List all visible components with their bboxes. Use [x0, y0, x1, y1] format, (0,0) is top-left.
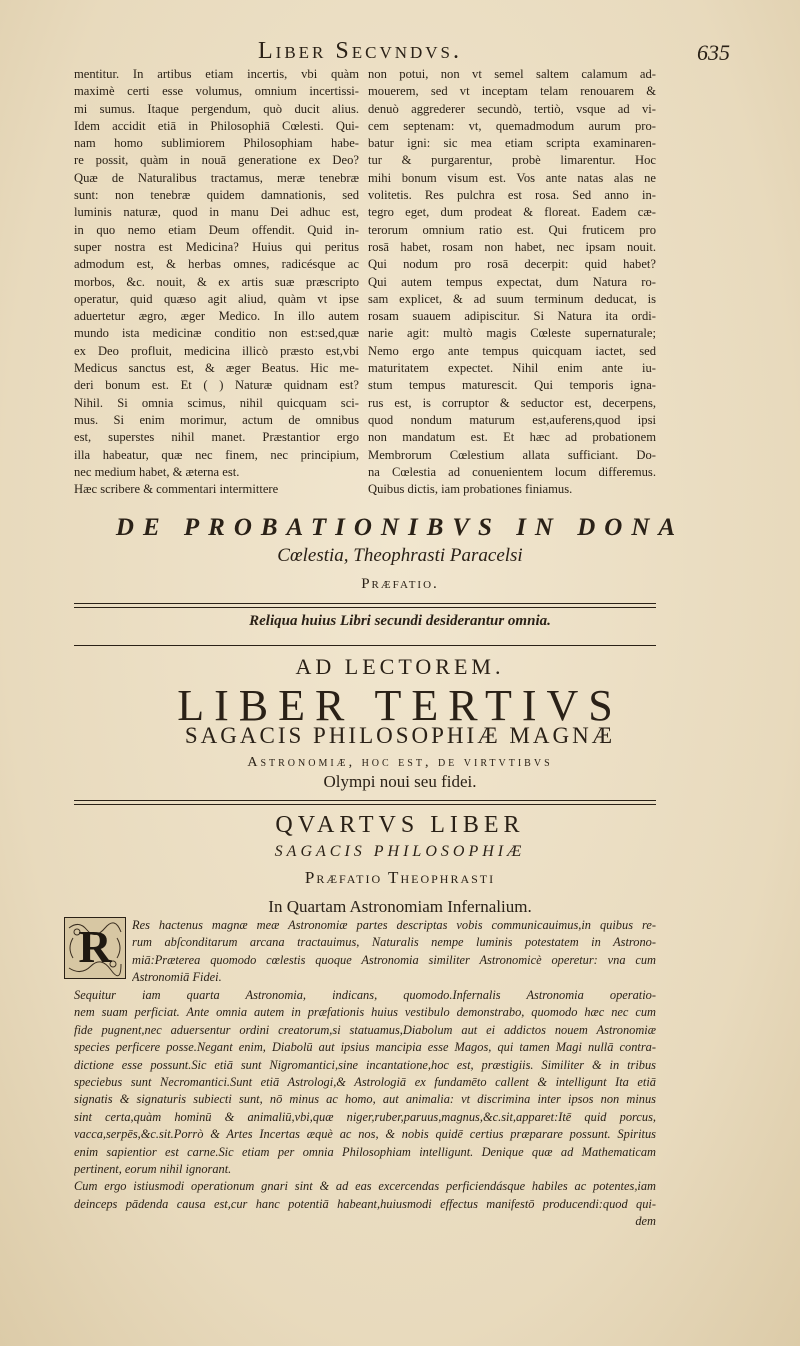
section-praefatio: Præfatio. [361, 576, 439, 592]
decorated-initial [64, 917, 126, 979]
text-line: est, superstes nihil manet. Præstantior ergo [74, 430, 359, 445]
divider-rule [74, 603, 656, 608]
text-line: Nihil. Si omnia scimus, nihil quicquam sci- [74, 395, 359, 410]
quartus-heading: In Quartam Astronomiam Infernalium. [268, 897, 532, 916]
text-line: super nostra est Medicina? Huius qui peritus [74, 239, 359, 254]
text-line: mentitur. In artibus etiam incertis, vbi quàm [74, 67, 359, 81]
text-line: non mandatum est. Et hæc ad probationem [368, 430, 656, 445]
text-line: signatis & signaturis subiecti sunt, nō minus ac homo, aut animalia: vt discrimina inter ipsos non minus [74, 1092, 656, 1107]
text-line: mundo ista medicinæ conditio non est:sed,quæ [74, 326, 359, 341]
text-line: dictione esse possunt.Sic etiā sunt Nigromantici,sine incantatione,hoc est, præstigiis. Similiter & in tribus [74, 1057, 656, 1072]
text-line: deri bonum est. Et ( ) Naturæ quidnam est? [74, 378, 359, 393]
text-line: in quo nemo etiam Deum offendit. Quid in- [74, 222, 359, 237]
initial-letter: R [78, 921, 112, 972]
text-line: deinceps pādenda causa est,cur hanc potentiā habeant,huiusmodi effectus manifestō producendi:quod qui- [74, 1196, 656, 1211]
text-line: aduertetur ægro, æger Medico. In illo autem [74, 309, 359, 324]
text-line: na Cœlestia ad conuenientem locum differemus. [368, 464, 656, 479]
text-line: ex Deo profluit, medicina illicò præsto est,vbi [74, 343, 359, 358]
page-number: 635 [697, 40, 730, 65]
text-line: narie agit: multò magis Cœleste supernaturale; [368, 326, 656, 341]
text-line: quod nondum maturum est,auferens,quod ipsi [368, 412, 656, 427]
text-line: maturitatem expectet. Nihil enim ante iu- [368, 361, 656, 376]
text-line: Cum ergo istiusmodi operationum gnari sint & ad eas excercendas perficiendásque habiles ac potentes,iam [74, 1179, 656, 1194]
text-line: non potui, non vt semel saltem calamum ad- [368, 67, 656, 81]
text-line: mihi bonum visum est. Vos ante natas alas ne [368, 170, 656, 185]
text-line: Res hactenus magnæ meæ Astronomiæ partes descriptas vobis communicauimus,in quibus re- [132, 918, 656, 932]
liber-tertius-line3: Astronomiæ, hoc est, de virtvtibvs [247, 755, 553, 770]
text-line: species perficere posse.Negant enim, Diabolū aut ipsius mancipia esse Magos, qui tamen Magi nullā contra- [74, 1040, 656, 1055]
quartus-praefatio: Præfatio Theophrasti [304, 868, 496, 887]
text-line: tur & purgarentur, probè limarentur. Hoc [368, 153, 656, 168]
text-line: Quibus dictis, iam probationes finiamus. [368, 482, 573, 497]
text-line: Qui autem tempus expectat, dum Natura ro- [368, 274, 656, 289]
text-line: volitetis. Res pulchra est rosa. Sed anno in- [368, 188, 656, 203]
missing-note: Reliqua huius Libri secundi desiderantur omnia. [249, 613, 551, 629]
text-line: Astronomiā Fidei. [132, 970, 222, 985]
text-line: Hæc scribere & commentari intermittere [74, 482, 279, 497]
ad-lectorem-heading: AD LECTOREM. [295, 654, 505, 679]
text-line: denuò aggrederer secundò, tertiò, vsque ad vi- [368, 101, 656, 116]
text-line: pertinent, eorum nihil ignorant. [74, 1162, 232, 1177]
text-line: Membrorum Cœlestium allata sufficiant. Do- [368, 447, 656, 462]
text-line: batur igni: sic mea etiam scripta examinaren- [368, 136, 656, 151]
running-title: Liber Secvndvs. [258, 38, 463, 64]
divider-rule [74, 800, 656, 805]
divider-rule [74, 645, 656, 646]
text-line: nec medium habet, & æterna est. [74, 464, 240, 479]
text-line: Idem accidit etiā in Philosophiā Cœlesti. Qui- [74, 118, 359, 133]
section-title: DE PROBATIONIBVS IN DONA [115, 514, 685, 541]
intro-paragraph [132, 917, 656, 987]
text-line: stum tempus maturescit. Qui temporis igna- [368, 378, 656, 393]
text-line: nem suam perficiat. Ante omnia autem in præfationis huius vestibulo demonstrabo, quomodo hæc nec cum [74, 1005, 656, 1020]
text-line: mouerem, sed vt inceptam telam renouarem & [368, 84, 656, 99]
text-line: Medicus sanctus est, & æger Beatus. Hic me- [74, 361, 359, 376]
text-line: sam explicet, & ad suum terminum deducat, is [368, 291, 656, 306]
text-line: operatur, quid quæso agit aliud, quàm vt ipse [74, 291, 359, 306]
text-line: maximè certi esse volumus, omnium incertissi- [74, 84, 359, 99]
text-line: illa habeatur, quæ nec finem, nec principium, [74, 447, 359, 462]
quartus-subtitle: SAGACIS PHILOSOPHIÆ [274, 843, 526, 860]
text-line: sint certa,quàm hominū & animaliū,vbi,quæ niger,ruber,paruus,magnus,&c.sit,apparet:Itē quid porcus, [74, 1109, 656, 1124]
text-line: vacca,serpēs,&c.sit.Porrò & Artes Incertas æquè ac nos, & nobis quidē certius præparare possunt. Spiritus [74, 1127, 656, 1142]
right-text-column [368, 66, 656, 498]
text-line: rosā habet, rosam non habet, nec ipsam nouit. [368, 239, 656, 254]
text-line: speciebus sunt Necromantici.Sunt etiā Astrologi,& Astrologiā ex fundamēto callent & intelligunt Ita etiā [74, 1075, 656, 1090]
liber-tertius-line4: Olympi noui seu fidei. [323, 772, 477, 791]
text-line: sunt: non tenebræ quidem damnationis, sed [74, 188, 359, 203]
text-line: mi sumus. Itaque pergendum, quò ducit alius. [74, 101, 359, 116]
text-line: morbos, &c. nouit, & ex artis suæ præscripto [74, 274, 359, 289]
text-line: luminis naturæ, quod in manu Dei adhuc est, [74, 205, 359, 220]
text-line: Sequitur iam quarta Astronomia, indicans, quomodo.Infernalis Astronomia operatio- [74, 988, 656, 1002]
text-line: rus est, is corruptor & seductor est, decerpens, [368, 395, 656, 410]
text-line: enim sapientior est carne.Sic etiam per omnia Philosophiam intelligunt. Denique quæ ad Mathematicam [74, 1144, 656, 1159]
text-line: re possit, quàm in nouā generatione ex Deo? [74, 153, 359, 168]
text-line: nam homo sublimiorem Philosophiam habe- [74, 136, 359, 151]
text-line: rum abſconditarum arcana tractauimus, Naturalis nempe luminis potestatem in Astrono- [132, 935, 656, 950]
text-line: miā:Præterea quomodo cœlestis quoque Astronomia similiter Astronomicè operetur: vna cum [132, 952, 656, 967]
left-text-column [74, 66, 359, 498]
text-line: Quæ de Naturalibus tractamus, meræ tenebræ [74, 170, 359, 185]
text-line: dem [635, 1214, 656, 1229]
text-line: Qui nodum pro rosā decerpit: quid habet? [368, 257, 656, 272]
section-subtitle: Cœlestia, Theophrasti Paracelsi [277, 545, 523, 566]
text-line: mus. Si enim morimur, actum de omnibus [74, 412, 359, 427]
text-line: rosam suauem adipiscitur. Si Natura ita ordi- [368, 309, 656, 324]
text-line: fide pugnent,nec aduersentur ordini creatorum,si statuamus,Diabolum aut ei addictos nouem Astronomiæ [74, 1022, 656, 1037]
liber-tertius-subtitle: SAGACIS PHILOSOPHIÆ MAGNÆ [184, 723, 616, 748]
main-paragraphs [74, 987, 656, 1231]
text-line: tegro eget, dum prodeat & floreat. Eadem cæ- [368, 205, 656, 220]
text-line: admodum est, & herbas omnes, radicésque ac [74, 257, 359, 272]
liber-tertius-title: LIBER TERTIVS [177, 681, 623, 730]
text-line: Nemo ergo ante tempus quicquam iactet, sed [368, 343, 656, 358]
text-line: terorum omnium ratio est. Qui fruticem pro [368, 222, 656, 237]
quartus-title: QVARTVS LIBER [275, 812, 525, 838]
text-line: cem septenam: vt, quemadmodum aurum pro- [368, 118, 656, 133]
